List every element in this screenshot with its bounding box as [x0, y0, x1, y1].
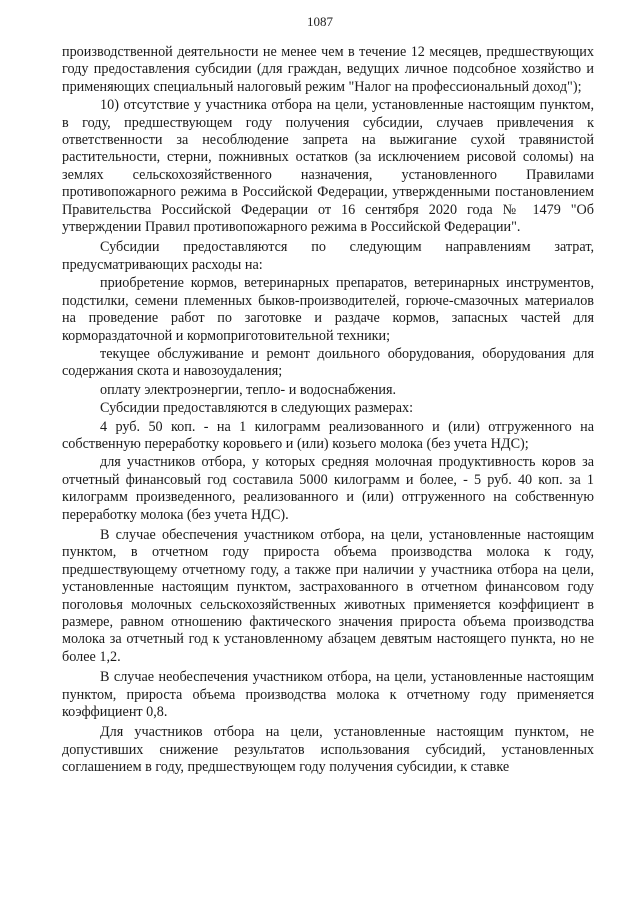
- paragraph-1: производственной деятельности не менее чем в течение 12 месяцев, предшествующих году предоставления субсидии (для граждан, ведущих личное подсобное хозяйство и применяющих специальный налоговый режим "Налог на профессиональный доход");: [62, 44, 594, 95]
- document-body: [62, 44, 594, 777]
- paragraph-9: для участников отбора, у которых средняя молочная продуктивность коров за отчетный финансовый год составила 5000 килограмм и более, - 5 руб. 40 коп. за 1 килограмм произведенного, реализованного и (или) отгруженного на собственную переработку молока (без учета НДС).: [62, 454, 594, 523]
- paragraph-6: оплату электроэнергии, тепло- и водоснабжения.: [100, 381, 397, 398]
- paragraph-3: Субсидии предоставляются по следующим направлениям затрат, предусматривающих расходы на:: [62, 239, 594, 273]
- paragraph-5: текущее обслуживание и ремонт доильного оборудования, оборудования для содержания скота и навозоудаления;: [62, 345, 594, 380]
- paragraph-12: Для участников отбора на цели, установленные настоящим пунктом, не допустивших снижение результатов использования субсидий, установленных соглашением в году, предшествующем году получения субсидии, к ставке: [62, 724, 594, 776]
- paragraph-7: Субсидии предоставляются в следующих размерах:: [100, 400, 414, 417]
- page-number: 1087: [307, 14, 333, 29]
- paragraph-8: 4 руб. 50 коп. - на 1 килограмм реализованного и (или) отгруженного на собственную переработку коровьего и (или) козьего молока (без учета НДС);: [62, 418, 594, 452]
- paragraph-11: В случае необеспечения участником отбора, на цели, установленные настоящим пунктом, прироста объема производства молока к отчетному году применяется коэффициент 0,8.: [62, 669, 594, 721]
- paragraph-2: 10) отсутствие у участника отбора на цели, установленные настоящим пунктом, в году, предшествующем году получения субсидии, случаев привлечения к ответственности за несоблюдение запрета на выжигание сухой травянистой растительности, стерни, пожнивных остатков (за исключением рисовой соломы) на землях сельскохозяйственного назначения, установленного Правилами противопожарного режима в Российской Федерации, утвержденными постановлением Правительства Российской Федерации от 16 сентября 2020 года № 1479 "Об утверждении Правил противопожарного режима в Российской Федерации".: [62, 97, 594, 236]
- paragraph-4: приобретение кормов, ветеринарных препаратов, ветеринарных инструментов, подстилки, семени племенных быков-производителей, горюче-смазочных материалов на проведение работ по заготовке и раздаче кормов, запасных частей для кормораздаточной и кормоприготовительной техники;: [62, 275, 594, 344]
- paragraph-10: В случае обеспечения участником отбора, на цели, установленные настоящим пунктом, в отчетном году прироста объема производства молока к году, предшествующему отчетному году, а также при наличии у участника отбора на цели, установленные настоящим пунктом, застрахованного в отчетном финансовом году поголовья молочных сельскохозяйственных животных применяется коэффициент в размере, равном отношению фактического значения прироста объема производства молока за отчетный год к установленному абзацем девятым настоящего пункта, но не более 1,2.: [62, 526, 594, 665]
